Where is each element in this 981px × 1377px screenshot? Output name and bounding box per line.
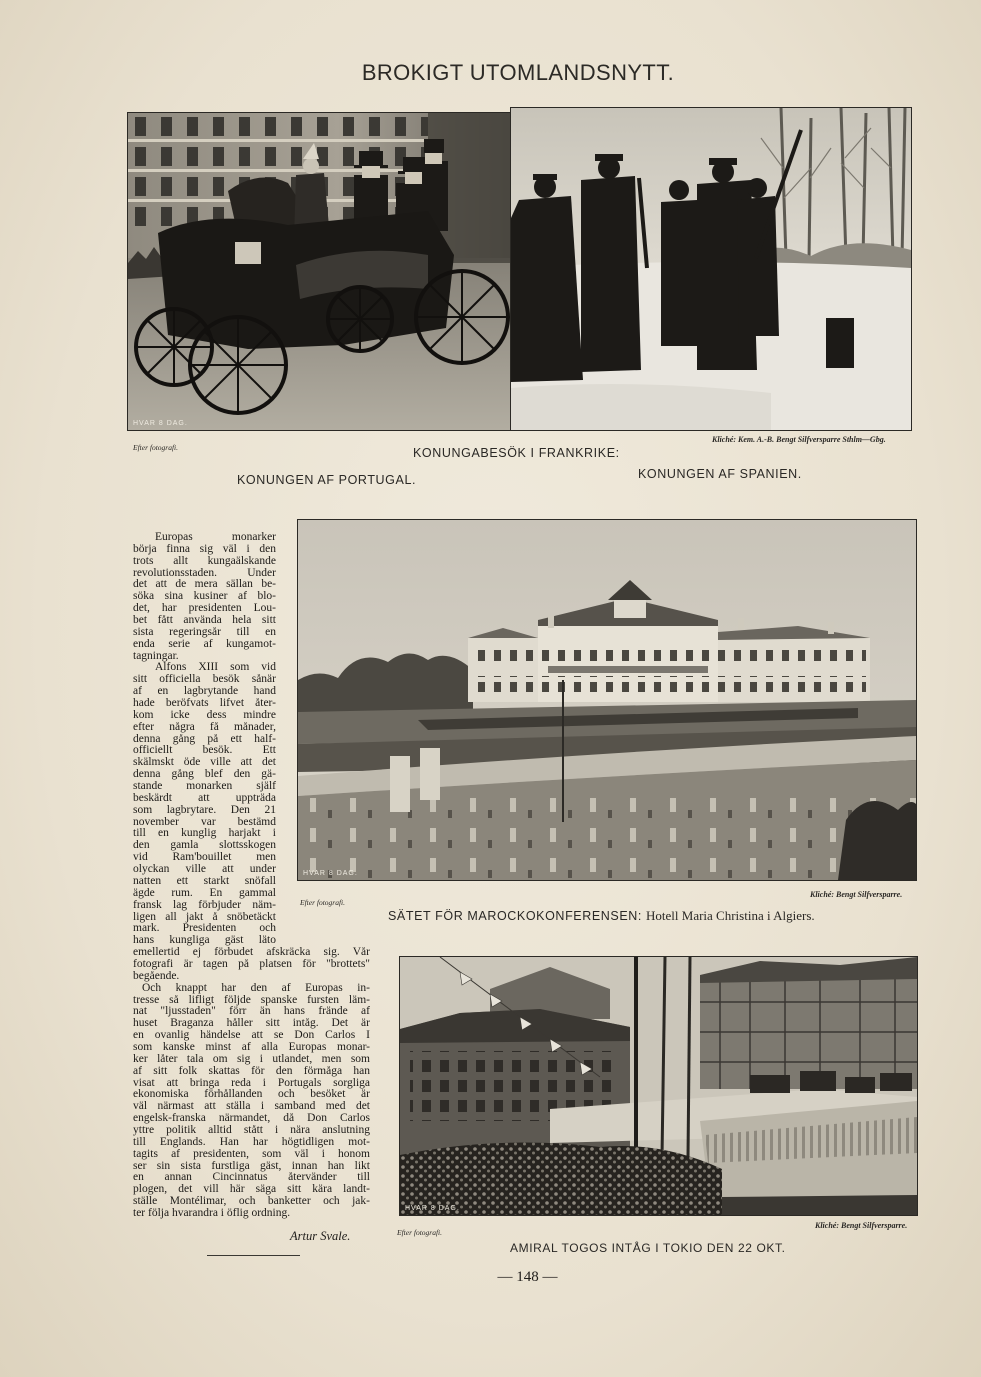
article-line: börja finna sig väl i den [133,543,276,555]
article-line: af en lagbrytande hand [133,686,276,698]
article-line: ekonomiska förhållanden och besöket är [133,1089,370,1101]
article-line: revolutionsstaden. Under [133,567,276,579]
article-line: sista regeringsår till en [133,626,276,638]
photo-admiral-togo-entry-tokyo [400,957,917,1215]
article-line: fotografi är tagen på platsen för "brottets" [133,958,370,970]
article-line: denna gång blef den gä- [133,769,276,781]
article-line: denna gång på ett half- [133,733,276,745]
photo-credit: Efter fotografi. [300,898,345,907]
article-line: tresse så lifligt följde spanske fursten läm- [133,994,370,1006]
photo-king-of-spain-hunt [511,108,911,430]
photo-caption: AMIRAL TOGOS INTÅG I TOKIO DEN 22 OKT. [510,1241,786,1255]
carriage-photo-image [128,113,510,430]
hotel-photo-image [298,520,916,880]
article-line: huset Braganza håller sitt intåg. Det är [133,1018,370,1030]
article-line: ägde rum. En gammal [133,887,276,899]
photo-credit: Efter fotografi. [133,443,178,452]
photo-caption-right: KONUNGEN AF SPANIEN. [638,467,802,481]
article-line: olyckan ville att under [133,864,276,876]
article-line: en annan Cincinnatus återvänder till [133,1172,370,1184]
photo-watermark: HVAR 8 DAG. [303,870,358,877]
photo-caption-subtitle: Hotell Maria Christina i Algiers. [646,908,815,923]
article-line: en ovanlig händelse att se Don Carlos I [133,1030,370,1042]
article-line: ter följa hvarandra i öflig ordning. [133,1207,291,1219]
article-line: till Englands. Han har högtidligen mot- [133,1136,370,1148]
article-line: engelsk-franska närmandet, då Don Carlos [133,1113,370,1125]
article-line: mark. Presidenten och [133,923,276,935]
article-line: ligen all jakt å snöbetäckt [133,911,276,923]
article-line: fransk lag förbjuder näm- [133,899,276,911]
photo-hotel-maria-christina [298,520,916,880]
article-line: hans kungliga gäst läto [133,935,276,947]
article-line: officiellt besök. Ett [133,745,276,757]
article-line: kom icke dess mindre [133,709,276,721]
article-line: bet fått använda hela sitt [133,615,276,627]
article-line: enda serie af kungamot- [133,638,276,650]
article-line: visat att bringa reda i Portugals sorgliga [133,1077,370,1089]
article-line: tagits af presidenten, som väl i honom [133,1148,370,1160]
cliche-credit: Kliché: Kem. A.-B. Bengt Silfversparre Sthlm—Gbg. [712,435,886,444]
article-line: tagningar. [133,650,179,662]
page-title: BROKIGT UTOMLANDSNYTT. [361,60,675,85]
article-line: till en kunglig harjakt i [133,828,276,840]
article-line: ser sin sista furstliga gäst, innan han likt [133,1160,370,1172]
article-line: natten ett starkt snöfall [133,875,276,887]
article-line: yttre politik alltid stått i nära anslutning [133,1124,370,1136]
article-line: Och knappt har den af Europas in- [142,982,370,994]
article-line: begående. [133,970,180,982]
article-line: Alfons XIII som vid [155,662,276,674]
article-line: hade beröfvats lifvet åter- [133,698,276,710]
cliche-credit: Kliché: Bengt Silfversparre. [815,1221,908,1230]
photo-watermark: HVAR 8 DAG. [133,420,188,427]
article-line: vid Ram'bouillet men [133,852,276,864]
article-line: sitt officiella besök sånär [133,674,276,686]
article-end-rule [207,1255,300,1256]
article-line: som lagbrytare. Den 21 [133,804,276,816]
article-line: ker låter tala om sig i utlandet, men som [133,1053,370,1065]
article-line: trots allt kungaälskande [133,555,276,567]
article-line: som kanske minst af alla Europas monar- [133,1041,370,1053]
article-line: nat "ljusstaden" förr än hans frände af [133,1006,370,1018]
cliche-credit: Kliché: Bengt Silfversparre. [810,890,903,899]
photo-caption-left: KONUNGEN AF PORTUGAL. [237,473,417,487]
article-line: det att de mera sällan be- [133,579,276,591]
photo-credit: Efter fotografi. [397,1228,442,1237]
article-line: november var bestämd [133,816,276,828]
article-line: Europas monarker [155,532,276,543]
photo-caption-title: SÄTET FÖR MAROCKOKONFERENSEN: [388,909,643,923]
tokyo-photo-image [400,957,917,1215]
article-line: stande monarken själf [133,781,276,793]
snow-hunt-photo-image [511,108,911,430]
article-line: plogen, det vill här säga sitt kära landt- [133,1184,370,1196]
photo-caption: KONUNGABESÖK I FRANKRIKE: [413,446,620,460]
article-line: efter några få månader, [133,721,276,733]
article-line: emellertid ej förbudet afskräcka sig. Vår [133,947,370,959]
photo-watermark: HVAR 8 DAG. [405,1205,460,1212]
article-line: söka sina kusiner af blo- [133,591,276,603]
article-line: den gamla slottsskogen [133,840,276,852]
photo-king-of-portugal-carriage [128,113,510,430]
article-line: ställe Montélimar, och banketter och jak- [133,1196,370,1208]
article-body [133,532,373,1220]
page-number: — 148 — [497,1269,558,1285]
article-line: skälmskt öde ville att det [133,757,276,769]
article-line: af sitt folk skattas för den förmåga han [133,1065,370,1077]
article-line: väl närmast att ställa i samband med det [133,1101,370,1113]
article-author: Artur Svale. [290,1229,351,1243]
article-line: beskärdt att uppträda [133,792,276,804]
article-line: det, har presidenten Lou- [133,603,276,615]
photo-caption [388,907,815,925]
